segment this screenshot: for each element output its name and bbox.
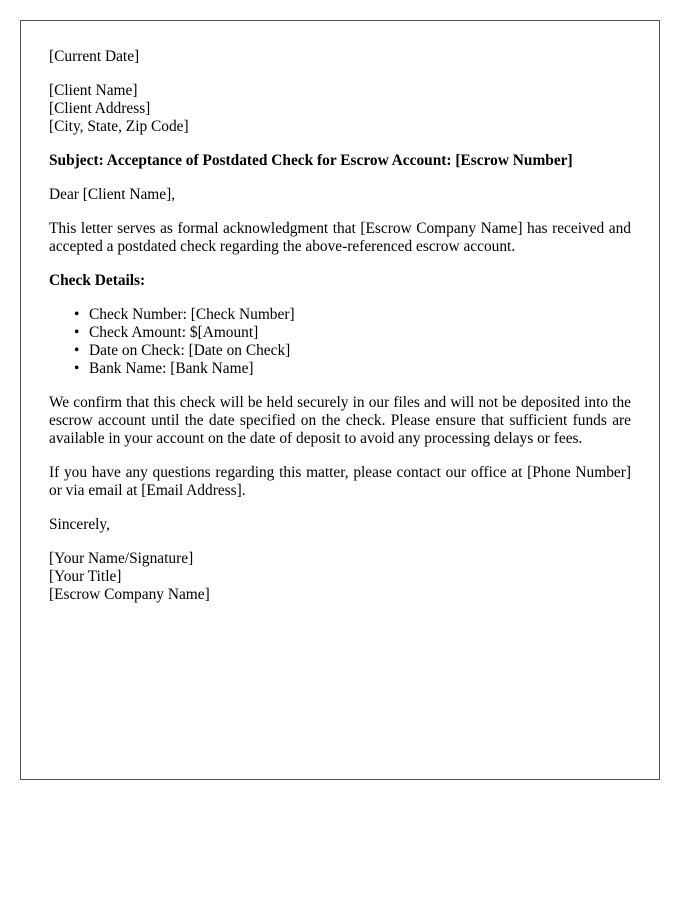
letter-date: [49, 48, 631, 66]
recipient-name: [Client Name]: [49, 82, 138, 99]
bullet-icon: •: [74, 342, 80, 359]
check-date: Date on Check: [Date on Check]: [89, 342, 291, 359]
check-amount: Check Amount: $[Amount]: [89, 324, 259, 341]
check-detail-item: [74, 342, 631, 360]
check-detail-item: [74, 360, 631, 378]
bank-name: Bank Name: [Bank Name]: [89, 360, 254, 377]
closing: Sincerely,: [49, 516, 110, 533]
salutation: Dear [Client Name],: [49, 186, 176, 203]
intro-paragraph: This letter serves as formal acknowledgment that [Escrow Company Name] has received and accepted a postdated check regarding the above-referenced escrow account.: [49, 220, 631, 255]
check-number: Check Number: [Check Number]: [89, 306, 295, 323]
bullet-icon: •: [74, 360, 80, 377]
subject-line: Subject: Acceptance of Postdated Check for Escrow Account: [Escrow Number]: [49, 152, 573, 169]
check-detail-item: [74, 306, 631, 324]
check-detail-item: [74, 324, 631, 342]
letter-page: [20, 20, 660, 780]
signature-block: [49, 550, 631, 604]
check-details-list: [49, 306, 631, 378]
bullet-icon: •: [74, 306, 80, 323]
signer-title: [Your Title]: [49, 568, 122, 585]
contact-paragraph: If you have any questions regarding this matter, please contact our office at [Phone Number] or via email at [Email Address].: [49, 464, 631, 499]
signer-name: [Your Name/Signature]: [49, 550, 194, 567]
recipient-address: [Client Address]: [49, 100, 151, 117]
bullet-icon: •: [74, 324, 80, 341]
signer-company: [Escrow Company Name]: [49, 586, 210, 603]
check-details-heading: Check Details:: [49, 272, 146, 289]
recipient-address-block: [49, 82, 631, 136]
confirmation-paragraph: We confirm that this check will be held securely in our files and will not be deposited into the escrow account until the date specified on the check. Please ensure that sufficient funds are available in your account on the date of deposit to avoid any processing delays or fees.: [49, 394, 631, 447]
date-text: [Current Date]: [49, 48, 140, 65]
recipient-city-state-zip: [City, State, Zip Code]: [49, 118, 189, 135]
